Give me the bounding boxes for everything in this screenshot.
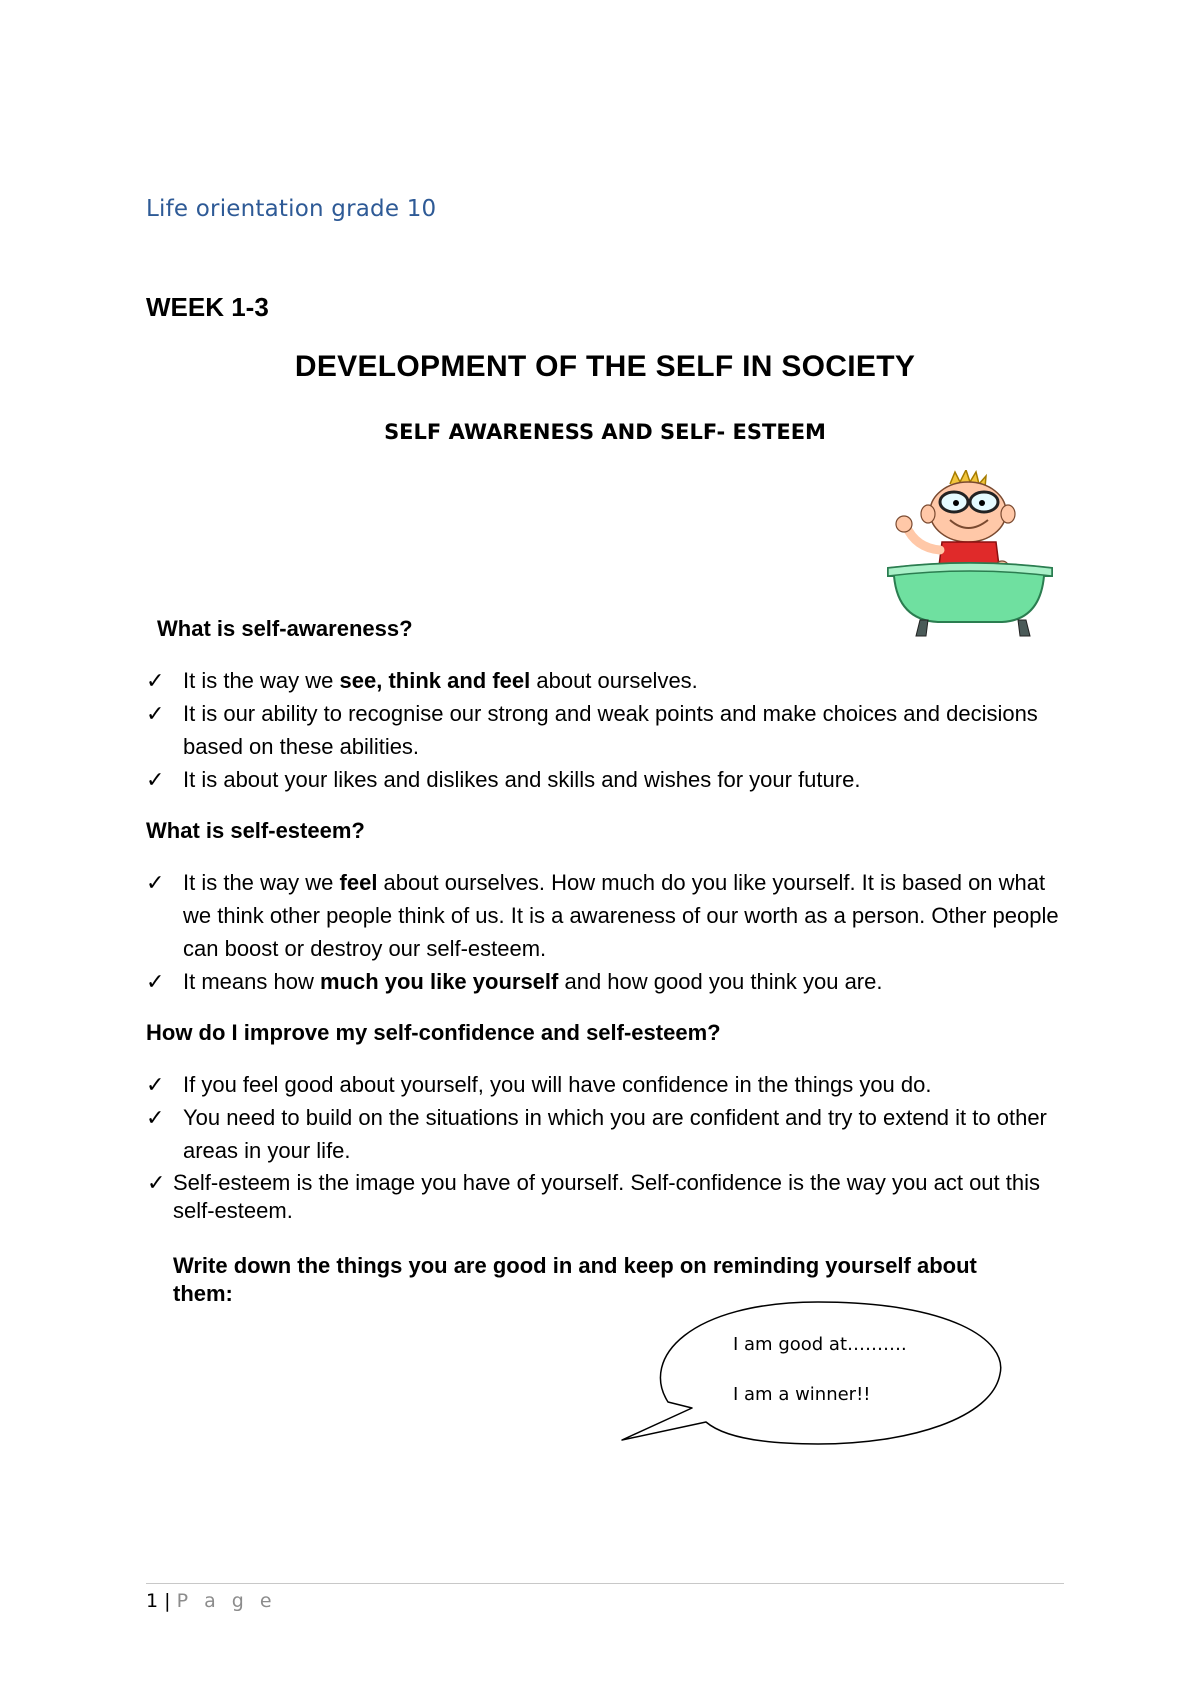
list-item: ✓ It is the way we feel about ourselves. How much do you like yourself. It is based on what we think other people think of us. It is a awareness of our worth as a person. Other people can boost or destroy our self-esteem.	[146, 866, 1066, 965]
footer-separator: |	[164, 1590, 171, 1612]
checkmark-icon: ✓	[146, 969, 165, 994]
speech-bubble-line-1: I am good at……….	[733, 1334, 907, 1355]
checkmark-icon: ✓	[146, 870, 165, 895]
list-item: ✓ It means how much you like yourself and how good you think you are.	[146, 965, 1066, 998]
cartoon-boy-bathtub-illustration	[880, 470, 1060, 640]
page-subtitle: SELF AWARENESS AND SELF- ESTEEM	[384, 420, 826, 444]
list-item: ✓ It is our ability to recognise our strong and weak points and make choices and decisions based on these abilities.	[146, 697, 1066, 763]
page-footer	[146, 1590, 277, 1612]
page-number: 1	[146, 1590, 159, 1612]
checkmark-icon: ✓	[147, 1170, 166, 1195]
document-header-title: Life orientation grade 10	[146, 196, 437, 222]
checkmark-icon: ✓	[146, 668, 165, 693]
improve-confidence-list-continued	[147, 1169, 1067, 1225]
section-heading-improve-confidence: How do I improve my self-confidence and self-esteem?	[146, 1020, 721, 1045]
list-item: ✓ Self-esteem is the image you have of yourself. Self-confidence is the way you act out this self-esteem.	[147, 1170, 1041, 1223]
improve-confidence-list	[146, 1068, 1066, 1167]
checkmark-icon: ✓	[146, 1072, 165, 1097]
checkmark-icon: ✓	[146, 1105, 165, 1130]
list-item: ✓ It is about your likes and dislikes and skills and wishes for your future.	[146, 763, 1066, 796]
list-item: ✓ If you feel good about yourself, you will have confidence in the things you do.	[146, 1068, 1066, 1101]
week-label: WEEK 1-3	[146, 292, 269, 322]
footer-divider	[146, 1583, 1064, 1584]
list-item: ✓ You need to build on the situations in which you are confident and try to extend it to other areas in your life.	[146, 1101, 1066, 1167]
section-heading-self-awareness: What is self-awareness?	[157, 616, 413, 641]
self-awareness-list	[146, 664, 1066, 796]
checkmark-icon: ✓	[146, 767, 165, 792]
page-title: DEVELOPMENT OF THE SELF IN SOCIETY	[294, 350, 916, 383]
page-label: P a g e	[176, 1590, 277, 1612]
list-item: ✓ It is the way we see, think and feel about ourselves.	[146, 664, 1066, 697]
checkmark-icon: ✓	[146, 701, 165, 726]
self-esteem-list	[146, 866, 1066, 998]
speech-bubble-shape	[610, 1298, 1010, 1448]
section-heading-self-esteem: What is self-esteem?	[146, 818, 365, 843]
instruction-text: Write down the things you are good in and keep on reminding yourself about them:	[173, 1253, 977, 1306]
speech-bubble-line-2: I am a winner!!	[733, 1384, 871, 1405]
